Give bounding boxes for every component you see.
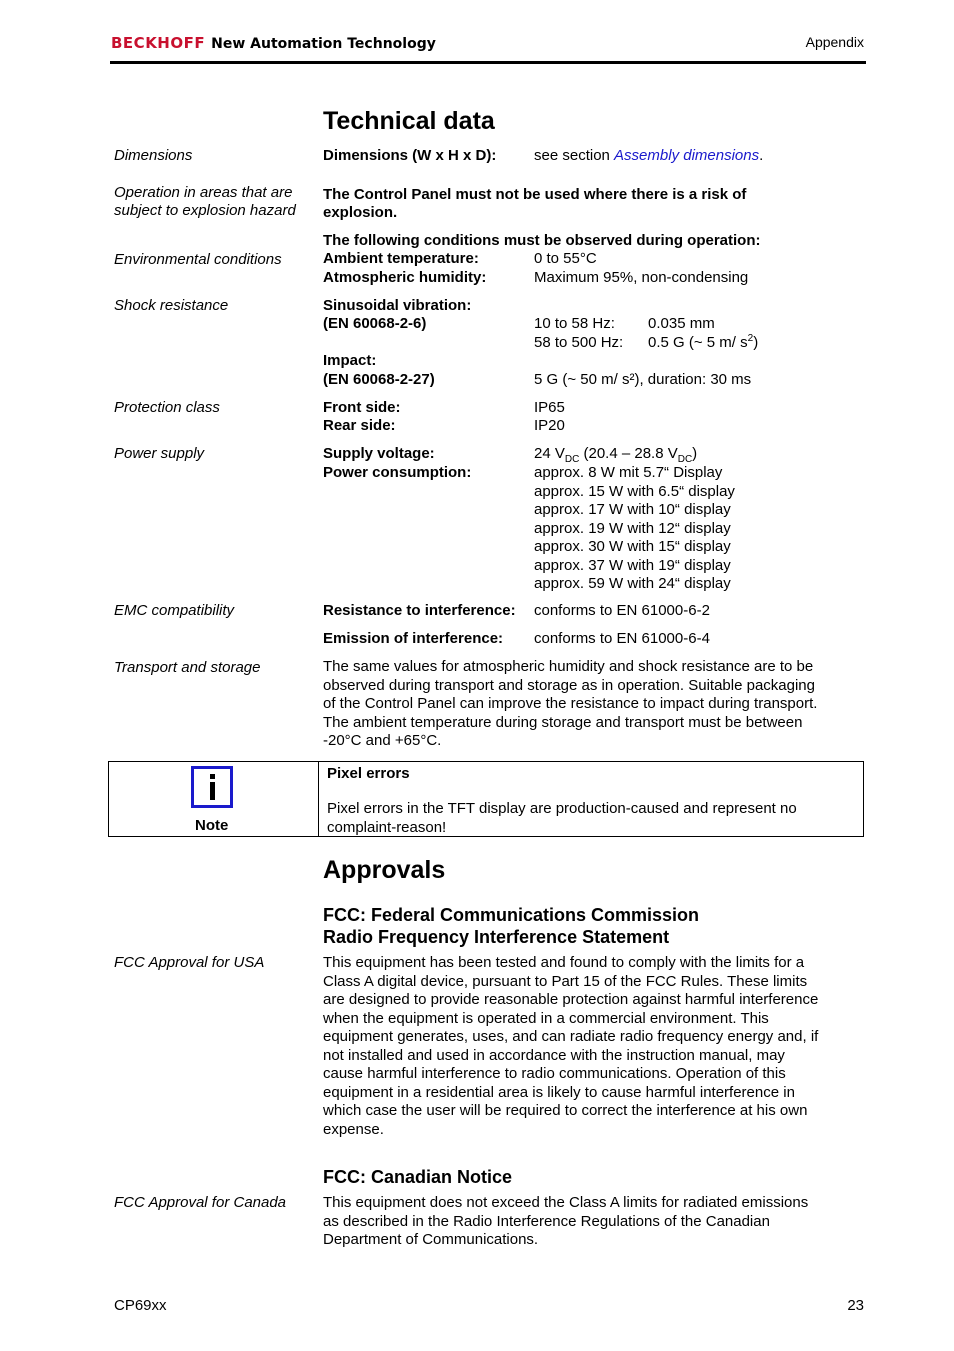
emc-label: EMC compatibility [114,602,235,619]
supply-voltage-value [534,445,697,464]
fcc-usa-line: cause harmful interference to radio communications. Operation of this [323,1065,786,1082]
vibration-value-2-sup: 2 [747,333,754,344]
fcc-canada-line: Department of Communications. [323,1231,539,1248]
environment-label: Environmental conditions [114,251,282,268]
consumption-item: approx. 19 W with 12“ display [534,519,731,537]
footer-product: CP69xx [114,1297,167,1314]
consumption-item: approx. 15 W with 6.5“ display [534,482,735,500]
dimensions-prefix: see section [534,147,615,164]
assembly-dimensions-link[interactable]: Assembly dimensions [614,147,760,164]
fcc-usa-line: are designed to provide reasonable protection against harmful interference [323,991,819,1008]
supply-voltage-key: Supply voltage: [323,445,435,462]
note-label: Note [195,817,229,834]
dimensions-label: Dimensions [114,147,193,164]
consumption-item: approx. 30 W with 15“ display [534,538,731,555]
approvals-heading: Approvals [323,856,446,884]
voltage-sub-2: DC [677,454,693,465]
transport-line: observed during transport and storage as in operation. Suitable packaging [323,676,815,694]
header-rule [110,61,866,64]
note-line: Pixel errors in the TFT display are production-caused and represent no [327,800,797,817]
impact-standard: (EN 60068-2-27) [323,371,435,388]
fcc-usa-line: when the equipment is operated in a commercial environment. This [323,1009,769,1027]
note-line: complaint-reason! [327,818,447,836]
rear-side-key: Rear side: [323,417,396,434]
note-divider [318,762,319,836]
fcc-usa-line: This equipment has been tested and found to comply with the limits for a [323,954,805,971]
note-text [327,800,847,837]
fcc-canada-line: This equipment does not exceed the Class A limits for radiated emissions [323,1194,809,1211]
consumption-item: approx. 8 W mit 5.7“ Display [534,464,723,481]
temperature-value: 0 to 55°C [534,250,597,267]
fcc-usa-subheading-1: FCC: Federal Communications Commission [323,905,700,925]
power-label: Power supply [114,445,205,462]
fcc-canada-text [323,1194,863,1250]
consumption-item: approx. 37 W with 19“ display [534,556,731,574]
fcc-usa-line: expense. [323,1120,384,1138]
dimensions-key: Dimensions (W x H x D): [323,147,497,164]
fcc-usa-subheading-2: Radio Frequency Interference Statement [323,927,670,947]
consumption-item: approx. 59 W with 24“ display [534,575,731,592]
voltage-sub: DC [564,454,580,465]
transport-line: The same values for atmospheric humidity and shock resistance are to be [323,658,814,675]
vibration-value-2-text: 0.5 G (~ 5 m/ s [648,334,748,351]
front-side-value: IP65 [534,399,565,416]
humidity-value: Maximum 95%, non-condensing [534,269,749,286]
fcc-usa-line: Class A digital device, pursuant to Part 15 of the FCC Rules. These limits [323,972,808,990]
dimensions-suffix: . [759,147,764,164]
emission-key: Emission of interference: [323,630,504,647]
footer-page-number: 23 [847,1297,864,1314]
transport-label: Transport and storage [114,659,261,676]
consumption-item: approx. 17 W with 10“ display [534,501,731,518]
voltage-a: 24 V [534,445,565,462]
brand-tagline: New Automation Technology [211,36,436,52]
fcc-usa-line: which case the user will be required to correct the interference at his own [323,1102,808,1119]
note-heading: Pixel errors [327,765,410,782]
transport-line: -20°C and +65°C. [323,732,442,749]
explosion-text-2: explosion. [323,204,398,221]
fcc-canada-subheading: FCC: Canadian Notice [323,1167,513,1187]
environment-intro: The following conditions must be observed during operation: [323,232,761,249]
transport-line: The ambient temperature during storage and transport must be between [323,713,803,731]
fcc-usa-line: equipment generates, uses, and can radiate radio frequency energy and, if [323,1028,819,1045]
explosion-label-1: Operation in areas that are [114,184,293,201]
section-title: Appendix [805,34,864,50]
vibration-range-2: 58 to 500 Hz: [534,334,624,351]
explosion-text-1: The Control Panel must not be used where there is a risk of [323,186,747,203]
vibration-value-2 [648,334,758,353]
impact-key: Impact: [323,352,377,369]
humidity-key: Atmospheric humidity: [323,269,487,286]
vibration-key: Sinusoidal vibration: [323,297,472,314]
fcc-usa-line: equipment in a residential area is likely to cause harmful interference in [323,1083,795,1101]
fcc-canada-label: FCC Approval for Canada [114,1194,287,1211]
front-side-key: Front side: [323,399,401,416]
fcc-usa-line: not installed and used in accordance with the instruction manual, may [323,1046,785,1064]
explosion-label-2: subject to explosion hazard [114,202,296,219]
transport-text [323,658,863,751]
vibration-standard: (EN 60068-2-6) [323,315,427,332]
protection-label: Protection class [114,399,220,416]
transport-line: of the Control Panel can improve the resistance to impact during transport. [323,695,818,712]
vibration-value-2-end: ) [753,334,759,351]
vibration-value-1: 0.035 mm [648,315,715,332]
power-consumption-list [534,464,735,594]
info-icon [191,766,233,808]
brand [111,34,436,53]
temperature-key: Ambient temperature: [323,250,479,267]
fcc-usa-text [323,954,863,1139]
brand-logo: BECKHOFF [111,34,206,52]
impact-value: 5 G (~ 50 m/ s²), duration: 30 ms [534,371,752,388]
emission-value: conforms to EN 61000-6-4 [534,630,710,647]
technical-data-heading: Technical data [323,107,495,135]
vibration-range-1: 10 to 58 Hz: [534,315,615,332]
voltage-b: (20.4 – 28.8 V [579,445,678,462]
voltage-c: ) [692,445,698,462]
fcc-canada-line: as described in the Radio Interference Regulations of the Canadian [323,1212,770,1230]
resistance-value: conforms to EN 61000-6-2 [534,602,710,619]
dimensions-value [534,147,763,166]
rear-side-value: IP20 [534,417,565,434]
fcc-usa-label: FCC Approval for USA [114,954,265,971]
note-box [108,761,864,837]
power-consumption-key: Power consumption: [323,464,472,481]
resistance-key: Resistance to interference: [323,602,516,619]
shock-label: Shock resistance [114,297,229,314]
